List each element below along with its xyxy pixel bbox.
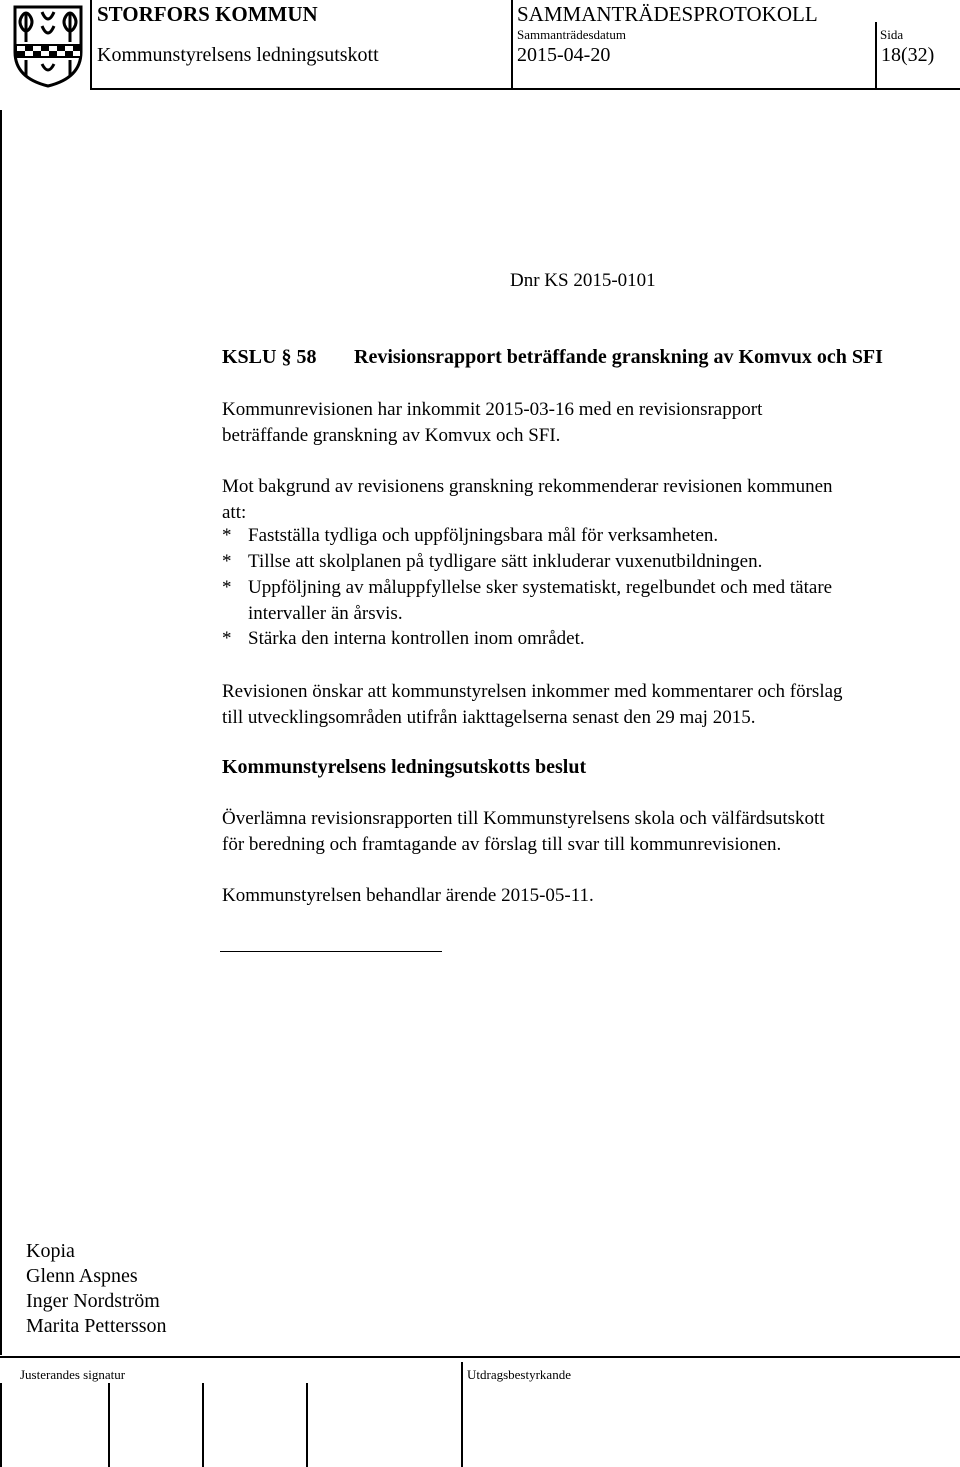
bullet-text: Tillse att skolplanen på tydligare sätt inkluderar vuxenutbildningen. [248,551,763,572]
signature-box-divider [0,1383,2,1467]
copy-list [26,1239,167,1339]
decision-line: Överlämna revisionsrapporten till Kommunstyrelsens skola och välfärdsutskott [222,808,825,829]
bullet-marker: * [222,577,232,598]
copy-label: Kopia [26,1240,75,1262]
meeting-date-label: Sammanträdesdatum [517,27,627,42]
header-divider-left [90,0,92,90]
meeting-date: 2015-04-20 [517,44,611,66]
recommendation-paragraph [222,474,833,526]
header-divider-middle [511,0,513,90]
signature-label: Justerandes signatur [20,1367,126,1382]
organization-name: STORFORS KOMMUN [97,2,318,26]
signature-box-divider [202,1383,204,1467]
intro-line: Kommunrevisionen har inkommit 2015-03-16 med en revisionsrapport [222,399,763,420]
closing-rule [220,951,442,952]
recommendation-line: att: [222,502,247,523]
bullet-marker: * [222,628,232,649]
bullet-text: Uppföljning av måluppfyllelse sker systematiskt, regelbundet och med tätare [248,577,833,598]
bullet-marker: * [222,551,232,572]
decision-line: för beredning och framtagande av förslag till svar till kommunrevisionen. [222,834,782,855]
copy-recipient: Glenn Aspnes [26,1265,138,1287]
coat-of-arms-logo [12,4,84,88]
municipal-coat-of-arms-icon [12,4,84,88]
request-line: Revisionen önskar att kommunstyrelsen inkommer med kommentarer och förslag [222,681,843,702]
footer-top-line [0,1356,960,1358]
case-title: Revisionsrapport beträffande granskning av Komvux och SFI [354,346,883,368]
recommendation-line: Mot bakgrund av revisionens granskning rekommenderar revisionen kommunen [222,476,833,497]
signature-box-divider [306,1383,308,1467]
header-underline [90,88,960,90]
decision-paragraph [222,806,825,858]
bullet-marker: * [222,525,232,546]
bullet-text: Stärka den interna kontrollen inom området. [248,628,585,649]
copy-recipient: Inger Nordström [26,1290,160,1312]
header-divider-right [875,22,877,90]
document-type: SAMMANTRÄDESPROTOKOLL [517,2,818,26]
bullet-text-continued: intervaller än årsvis. [248,603,403,624]
page-number: 18(32) [881,44,935,66]
request-line: till utvecklingsområden utifrån iakttagelserna senast den 29 maj 2015. [222,707,756,728]
decision-heading: Kommunstyrelsens ledningsutskotts beslut [222,756,587,778]
page-label: Sida [880,27,904,42]
signature-box-divider [461,1362,463,1467]
intro-paragraph [222,397,762,449]
copy-recipient: Marita Pettersson [26,1315,167,1337]
case-number: KSLU § 58 [222,346,317,368]
extract-certification-label: Utdragsbestyrkande [467,1367,571,1382]
signature-box-divider [108,1383,110,1467]
request-paragraph [222,679,843,731]
intro-line: beträffande granskning av Komvux och SFI. [222,425,561,446]
committee-name: Kommunstyrelsens ledningsutskott [97,44,379,66]
diary-number: Dnr KS 2015-0101 [510,270,656,291]
bullet-text: Fastställa tydliga och uppföljningsbara mål för verksamheten. [248,525,719,546]
page-margin-line [0,110,2,1355]
decision-followup: Kommunstyrelsen behandlar ärende 2015-05-11. [222,885,594,906]
